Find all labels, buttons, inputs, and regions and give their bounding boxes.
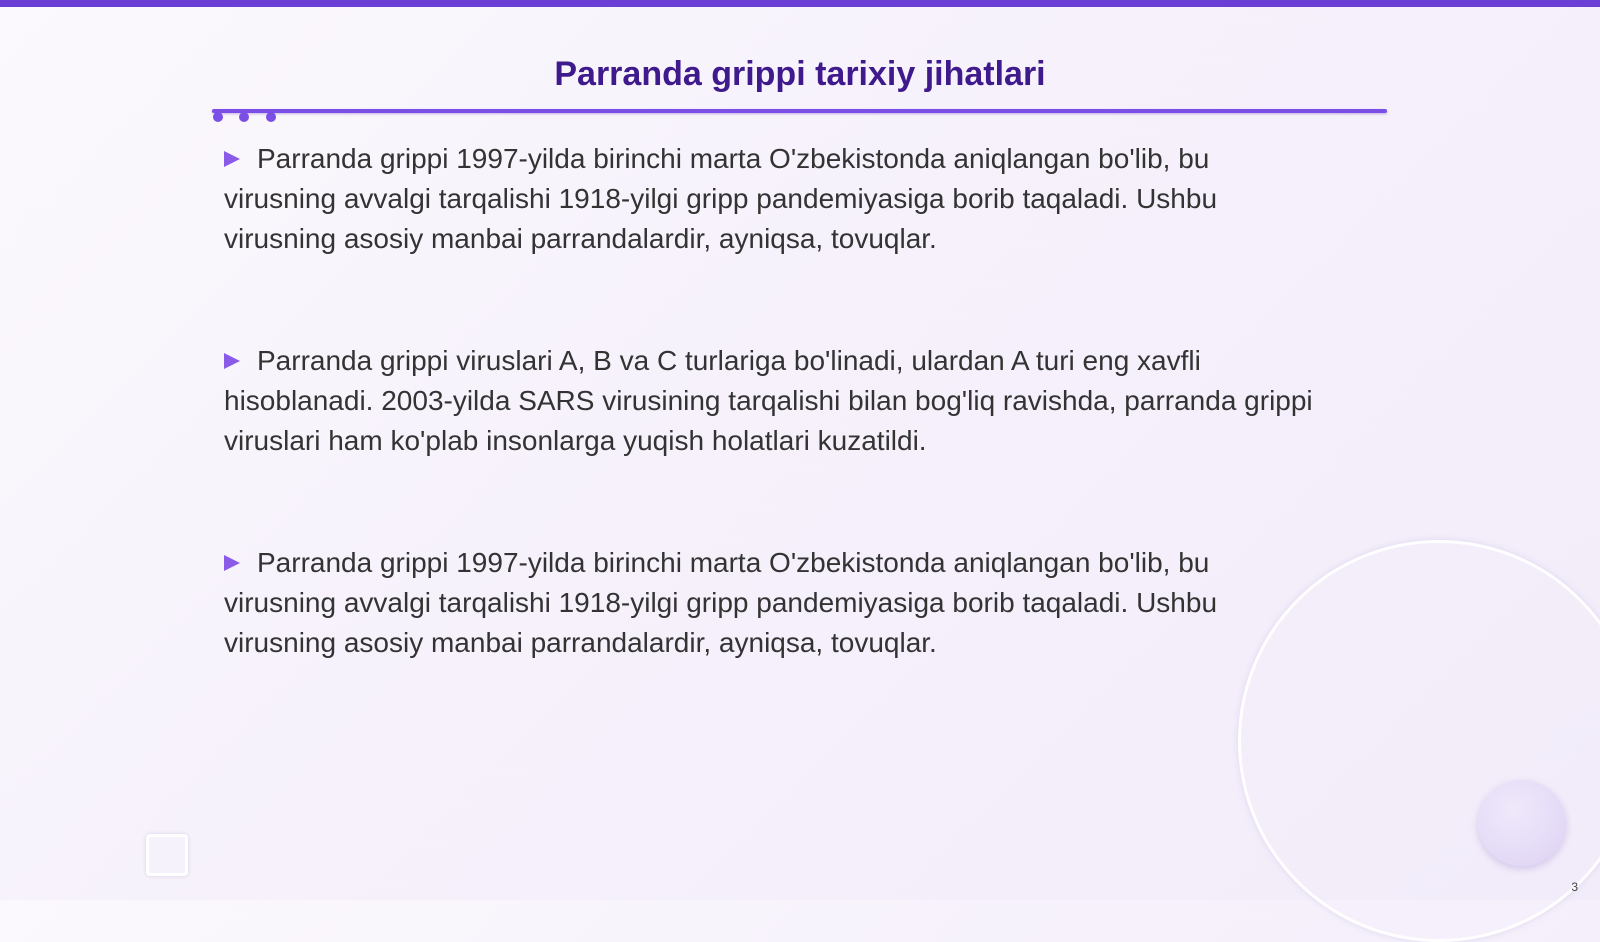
bullet-item [224,139,1324,259]
page-number: 3 [1571,880,1578,894]
bullet-list [224,139,1324,745]
decorative-square [146,834,188,876]
triangle-right-icon [224,353,240,369]
bullet-text: Parranda grippi viruslari A, B va C turlariga bo'linadi, ulardan A turi eng xavfli hisoblanadi. 2003-yilda SARS virusining tarqalishi bilan bog'liq ravishda, parranda grippi viruslari ham ko'plab insonlarga yuqish holatlari kuzatildi. [224,345,1313,456]
slide-title: Parranda grippi tarixiy jihatlari [554,55,1046,93]
bullet-text: Parranda grippi 1997-yilda birinchi marta O'zbekistonda aniqlangan bo'lib, bu virusning avvalgi tarqalishi 1918-yilgi gripp pandemiyasiga borib taqaladi. Ushbu virusning asosiy manbai parrandalardir, ayniqsa, tovuqlar. [224,547,1218,658]
top-accent-bar [0,0,1600,7]
bullet-item [224,341,1324,461]
triangle-right-icon [224,555,240,571]
decorative-dot [213,112,223,122]
title-underline [212,109,1387,113]
decorative-dot [239,112,249,122]
bullet-text: Parranda grippi 1997-yilda birinchi marta O'zbekistonda aniqlangan bo'lib, bu virusning avvalgi tarqalishi 1918-yilgi gripp pandemiyasiga borib taqaladi. Ushbu virusning asosiy manbai parrandalardir, ayniqsa, tovuqlar. [224,143,1218,254]
decorative-disc [1478,780,1566,866]
decorative-dot [266,112,276,122]
bullet-item [224,543,1324,663]
triangle-right-icon [224,151,240,167]
